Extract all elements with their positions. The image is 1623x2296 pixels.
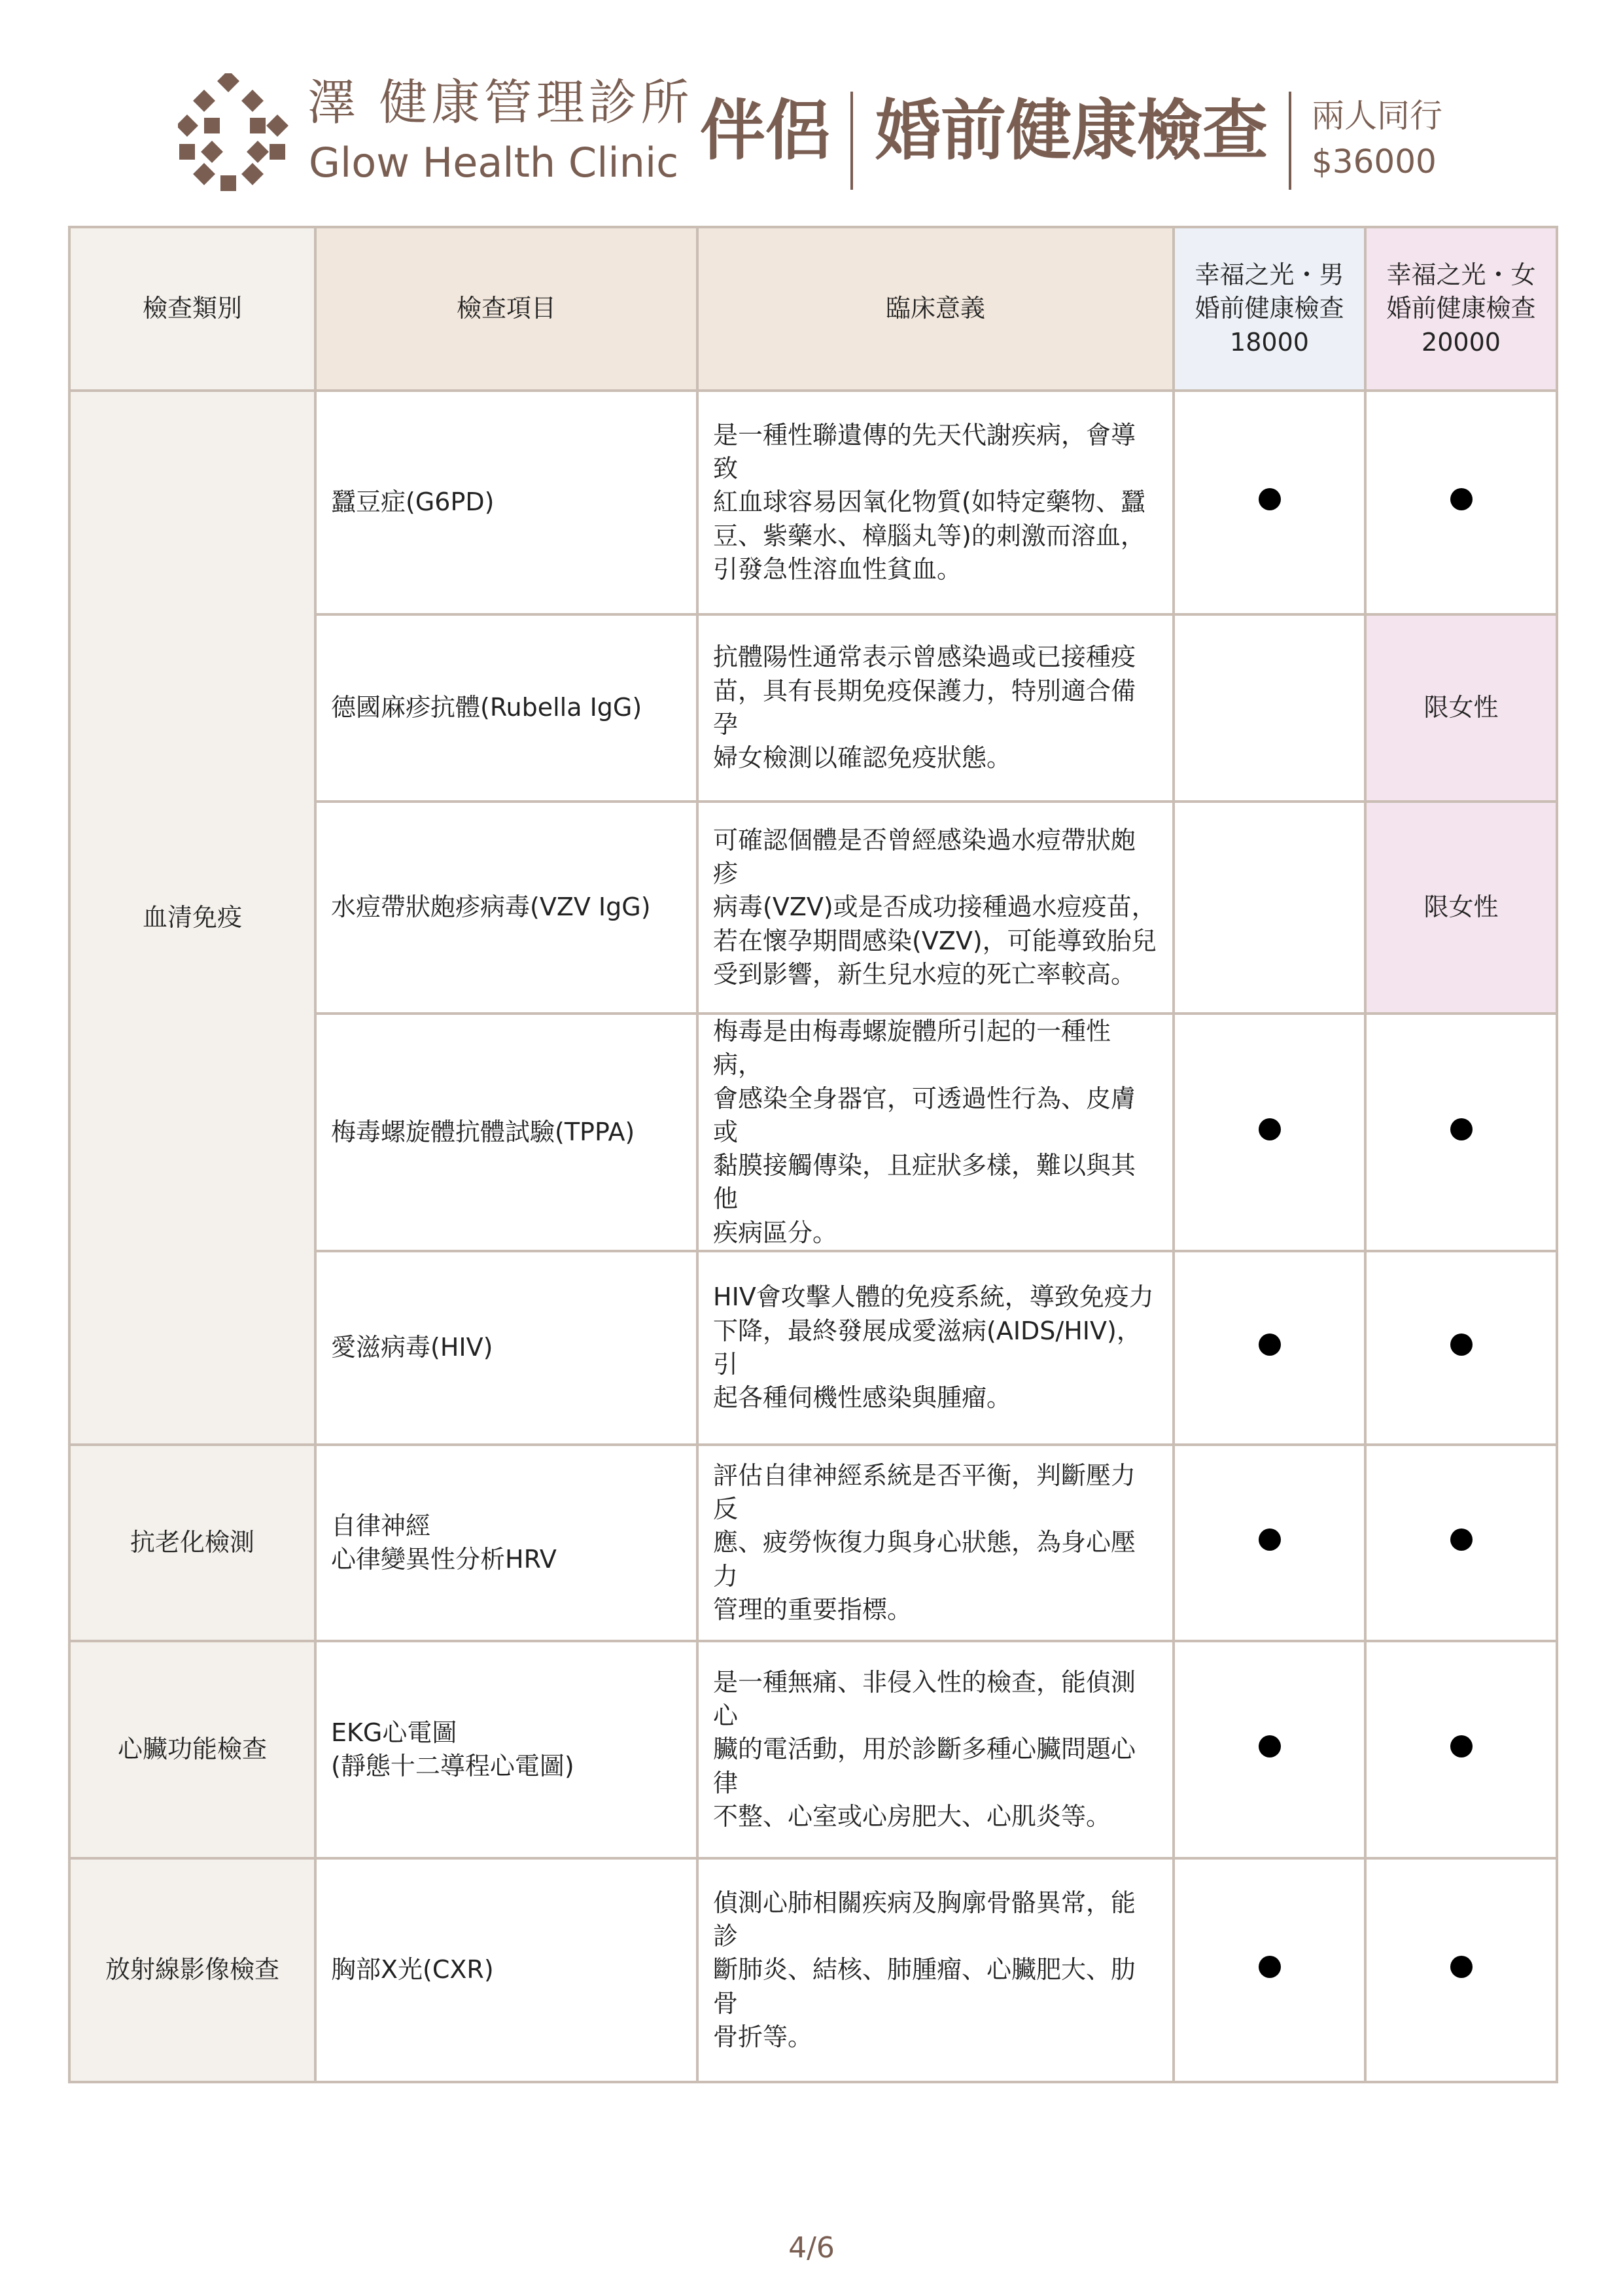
female-mark-cell	[1365, 1858, 1557, 2082]
item-line: 梅毒螺旋體抗體試驗(TPPA)	[331, 1117, 635, 1146]
significance-line: 引發急性溶血性貧血。	[713, 554, 962, 584]
exam-table	[68, 226, 1558, 2083]
significance-line: 是一種性聯遺傳的先天代謝疾病，會導致	[713, 420, 1136, 484]
significance-cell	[697, 1858, 1174, 2082]
significance-line: 婦女檢測以確認免疫狀態。	[713, 743, 1012, 773]
significance-cell	[697, 1445, 1174, 1641]
significance-line: 若在懷孕期間感染(VZV)，可能導致胎兒	[713, 926, 1157, 955]
table-row	[69, 1858, 1557, 2082]
item-cell	[315, 1445, 697, 1641]
significance-line: HIV會攻擊人體的免疫系統，導致免疫力	[713, 1282, 1154, 1312]
female-mark-cell	[1365, 1014, 1557, 1251]
price-value: $36000	[1312, 143, 1437, 181]
included-dot-icon	[1259, 488, 1281, 510]
female-package-name: 幸福之光・女	[1386, 260, 1536, 290]
significance-cell	[697, 802, 1174, 1014]
included-dot-icon	[1450, 1118, 1473, 1140]
significance-line: 不整、心室或心房肥大、心肌炎等。	[713, 1802, 1111, 1831]
significance-cell	[697, 391, 1174, 614]
header-significance: 臨床意義	[697, 227, 1174, 391]
significance-line: 疾病區分。	[713, 1218, 838, 1247]
female-mark-cell	[1365, 802, 1557, 1014]
included-dot-icon	[1450, 1956, 1473, 1978]
included-dot-icon	[1259, 1118, 1281, 1140]
male-mark-cell	[1174, 802, 1365, 1014]
table-row	[69, 1445, 1557, 1641]
item-cell	[315, 391, 697, 614]
table-row	[69, 391, 1557, 614]
item-cell	[315, 1014, 697, 1251]
category-cell: 血清免疫	[69, 391, 315, 1445]
program-category: 伴侶	[700, 92, 831, 169]
included-dot-icon	[1450, 1735, 1473, 1757]
significance-cell	[697, 1641, 1174, 1858]
table-row	[69, 1641, 1557, 1858]
significance-cell	[697, 1251, 1174, 1445]
table-header-row	[69, 227, 1557, 391]
male-package-type: 婚前健康檢查	[1195, 294, 1344, 323]
header-item: 檢查項目	[315, 227, 697, 391]
divider	[850, 92, 853, 190]
significance-line: 管理的重要指標。	[713, 1595, 913, 1625]
page-number: 4/6	[788, 2231, 835, 2265]
female-package-price: 20000	[1422, 327, 1501, 357]
clinic-logo-icon	[178, 73, 289, 191]
divider	[1289, 92, 1291, 190]
item-line: 自律神經	[331, 1511, 431, 1540]
female-mark-cell	[1365, 1251, 1557, 1445]
female-mark-cell	[1365, 614, 1557, 802]
item-line: 水痘帶狀皰疹病毒(VZV IgG)	[331, 892, 651, 922]
included-dot-icon	[1450, 1333, 1473, 1356]
header-female-package	[1365, 227, 1557, 391]
significance-line: 抗體陽性通常表示曾感染過或已接種疫	[713, 643, 1136, 672]
category-cell: 放射線影像檢查	[69, 1858, 315, 2082]
item-cell	[315, 614, 697, 802]
significance-line: 評估自律神經系統是否平衡，判斷壓力反	[713, 1460, 1136, 1524]
male-mark-cell	[1174, 1445, 1365, 1641]
item-cell	[315, 1858, 697, 2082]
availability-note: 限女性	[1423, 693, 1499, 722]
significance-line: 黏膜接觸傳染，且症狀多樣，難以與其他	[713, 1151, 1136, 1214]
included-dot-icon	[1259, 1735, 1281, 1757]
significance-line: 苗，具有長期免疫保護力，特別適合備孕	[713, 676, 1136, 739]
female-mark-cell	[1365, 1445, 1557, 1641]
header-male-package	[1174, 227, 1365, 391]
brand-name-english: Glow Health Clinic	[309, 139, 679, 186]
significance-line: 臟的電活動，用於診斷多種心臟問題心律	[713, 1735, 1136, 1797]
availability-note: 限女性	[1423, 892, 1499, 922]
item-cell	[315, 802, 697, 1014]
significance-line: 骨折等。	[713, 2022, 813, 2052]
significance-cell	[697, 614, 1174, 802]
significance-line: 應、疲勞恢復力與身心狀態，為身心壓力	[713, 1528, 1136, 1591]
female-mark-cell	[1365, 391, 1557, 614]
male-mark-cell	[1174, 391, 1365, 614]
item-line: 德國麻疹抗體(Rubella IgG)	[331, 693, 642, 722]
female-mark-cell	[1365, 1641, 1557, 1858]
significance-line: 是一種無痛、非侵入性的檢查，能偵測心	[713, 1667, 1136, 1731]
item-line: 蠶豆症(G6PD)	[331, 487, 495, 517]
item-cell	[315, 1251, 697, 1445]
category-cell: 抗老化檢測	[69, 1445, 315, 1641]
female-package-type: 婚前健康檢查	[1386, 294, 1536, 323]
male-mark-cell	[1174, 1858, 1365, 2082]
page-header	[0, 0, 1623, 216]
significance-line: 豆、紫藥水、樟腦丸等)的刺激而溶血，	[713, 521, 1145, 550]
male-mark-cell	[1174, 1251, 1365, 1445]
significance-line: 病毒(VZV)或是否成功接種過水痘疫苗，	[713, 892, 1157, 922]
significance-line: 起各種伺機性感染與腫瘤。	[713, 1383, 1012, 1413]
header-category: 檢查類別	[69, 227, 315, 391]
significance-line: 可確認個體是否曾經感染過水痘帶狀皰疹	[713, 825, 1136, 889]
included-dot-icon	[1259, 1333, 1281, 1356]
item-cell	[315, 1641, 697, 1858]
significance-line: 偵測心肺相關疾病及胸廓骨骼異常，能診	[713, 1888, 1136, 1951]
male-package-price: 18000	[1230, 327, 1309, 357]
male-mark-cell	[1174, 1014, 1365, 1251]
item-line: 胸部X光(CXR)	[331, 1955, 494, 1985]
male-mark-cell	[1174, 1641, 1365, 1858]
included-dot-icon	[1259, 1528, 1281, 1551]
item-line: EKG心電圖	[331, 1718, 457, 1747]
significance-line: 會感染全身器官，可透過性行為、皮膚或	[713, 1084, 1136, 1146]
significance-line: 斷肺炎、結核、肺腫瘤、心臟肥大、肋骨	[713, 1955, 1136, 2018]
significance-line: 梅毒是由梅毒螺旋體所引起的一種性病，	[713, 1017, 1111, 1080]
male-mark-cell	[1174, 614, 1365, 802]
item-line: (靜態十二導程心電圖)	[331, 1752, 574, 1781]
included-dot-icon	[1259, 1956, 1281, 1978]
item-line: 愛滋病毒(HIV)	[331, 1333, 493, 1362]
male-package-name: 幸福之光・男	[1195, 260, 1344, 290]
significance-line: 受到影響，新生兒水痘的死亡率較高。	[713, 959, 1136, 989]
page-title: 婚前健康檢查	[875, 92, 1268, 169]
included-dot-icon	[1450, 1528, 1473, 1551]
significance-line: 紅血球容易因氧化物質(如特定藥物、蠶	[713, 487, 1145, 517]
brand-name-chinese: 澤 健康管理診所	[307, 75, 693, 131]
item-line: 心律變異性分析HRV	[331, 1545, 557, 1574]
significance-cell	[697, 1014, 1174, 1251]
significance-line: 下降，最終發展成愛滋病(AIDS/HIV)，引	[713, 1316, 1142, 1379]
price-note	[1312, 93, 1442, 185]
included-dot-icon	[1450, 488, 1473, 510]
category-cell: 心臟功能檢查	[69, 1641, 315, 1858]
price-label: 兩人同行	[1312, 97, 1442, 135]
